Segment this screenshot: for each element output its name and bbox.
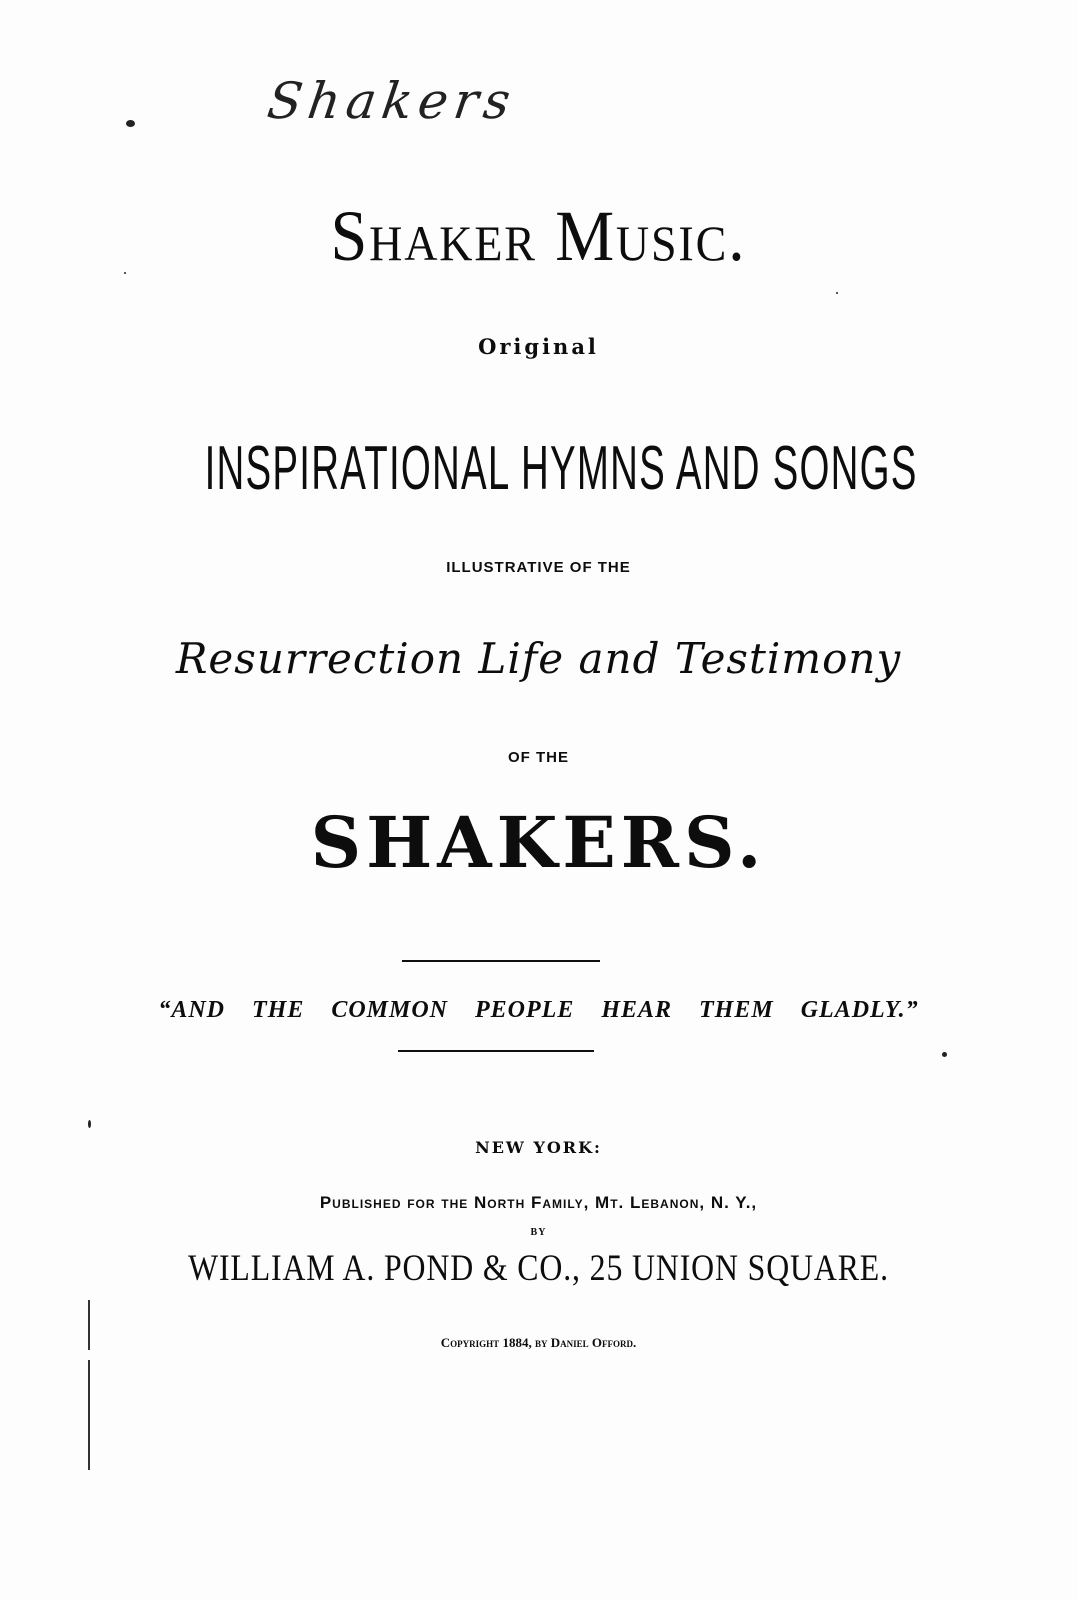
connector-illustrative: ILLUSTRATIVE OF THE [446,559,631,576]
imprint-city: NEW YORK: [475,1138,602,1157]
imprint-publisher: WILLIAM A. POND & CO., 25 UNION SQUARE. [188,1248,889,1289]
shakers-heading: SHAKERS. [310,801,767,884]
scan-speck [126,120,135,127]
scan-speck [124,272,126,274]
epigraph: “AND THE COMMON PEOPLE HEAR THEM GLADLY.” [158,997,919,1023]
ornamental-subtitle: Resurrection Life and Testimony [175,634,902,683]
divider-top [402,960,600,962]
scan-edge-mark [88,1360,90,1470]
divider-bottom [398,1050,594,1052]
scan-speck [88,1120,91,1128]
subtitle-lead: Original [478,334,599,359]
connector-of-the: OF THE [508,749,569,766]
main-heading: INSPIRATIONAL HYMNS AND SONGS [204,434,918,503]
imprint-published-for: Published for the North Family, Mt. Lebanon, N. Y., [319,1193,758,1212]
imprint-by: BY [530,1227,547,1238]
book-title: Shaker Music. [330,196,747,276]
handwritten-note: Shakers [263,72,520,130]
copyright-notice: Copyright 1884, by Daniel Offord. [440,1335,637,1350]
scan-speck [836,292,838,294]
scan-edge-mark [88,1300,90,1350]
scan-speck [942,1052,947,1057]
